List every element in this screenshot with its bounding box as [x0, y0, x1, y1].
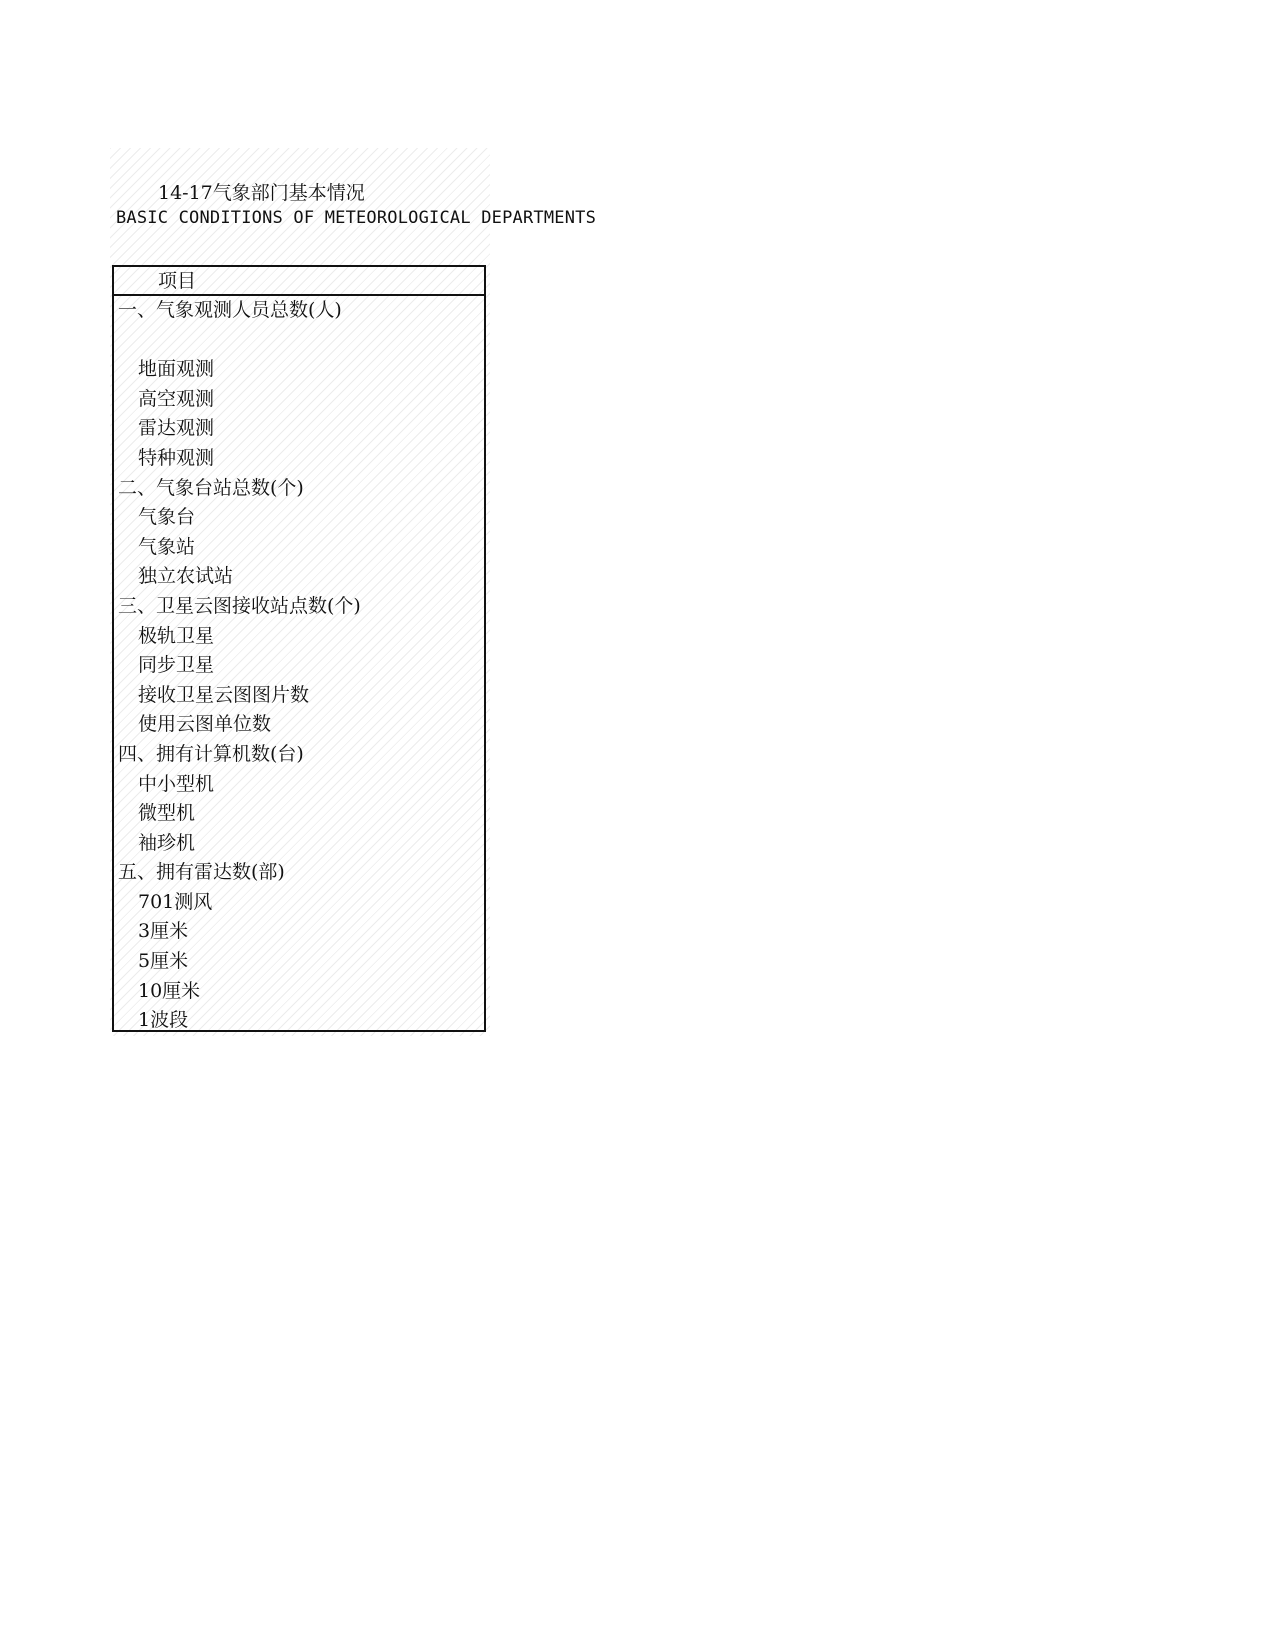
- column-header-item: 项目: [114, 267, 484, 296]
- table-row-subitem: 地面观测: [138, 358, 215, 381]
- table-row-subitem: 10厘米: [138, 979, 201, 1002]
- table-row-subitem: 中小型机: [138, 772, 215, 795]
- table-row-subitem: 气象台: [138, 506, 196, 529]
- table-row-category: [114, 326, 484, 356]
- table-row-subitem: 袖珍机: [138, 831, 196, 854]
- table-body: [114, 296, 484, 1036]
- table-row-subitem: 高空观测: [138, 387, 215, 410]
- table-title-english: BASIC CONDITIONS OF METEOROLOGICAL DEPARTMENTS: [116, 208, 597, 228]
- table-row-subitem: 极轨卫星: [138, 624, 215, 647]
- table-row-subitem: 1波段: [138, 1009, 189, 1032]
- table-row-category: 四、拥有计算机数(台): [118, 742, 304, 765]
- table-row-subitem: 雷达观测: [138, 417, 215, 440]
- table-row-subitem: 5厘米: [138, 950, 189, 973]
- table-row-category: 二、气象台站总数(个): [118, 476, 304, 499]
- data-table: [112, 265, 486, 1032]
- table-row-subitem: 701测风: [138, 890, 213, 913]
- spreadsheet-region: [110, 148, 597, 1036]
- table-title-chinese: 14-17气象部门基本情况: [158, 182, 365, 204]
- table-row-subitem: 特种观测: [138, 446, 215, 469]
- table-row-category: 三、卫星云图接收站点数(个): [118, 594, 361, 617]
- table-row-category: 五、拥有雷达数(部): [118, 861, 285, 884]
- table-row-subitem: 微型机: [138, 802, 196, 825]
- table-row-subitem: 使用云图单位数: [138, 713, 272, 736]
- table-row-category: 一、气象观测人员总数(人): [118, 299, 342, 321]
- table-row-subitem: 同步卫星: [138, 654, 215, 677]
- table-row-subitem: 独立农试站: [138, 565, 234, 588]
- table-row-subitem: 接收卫星云图图片数: [138, 683, 310, 706]
- table-row-subitem: 气象站: [138, 535, 196, 558]
- table-row-subitem: 3厘米: [138, 920, 189, 943]
